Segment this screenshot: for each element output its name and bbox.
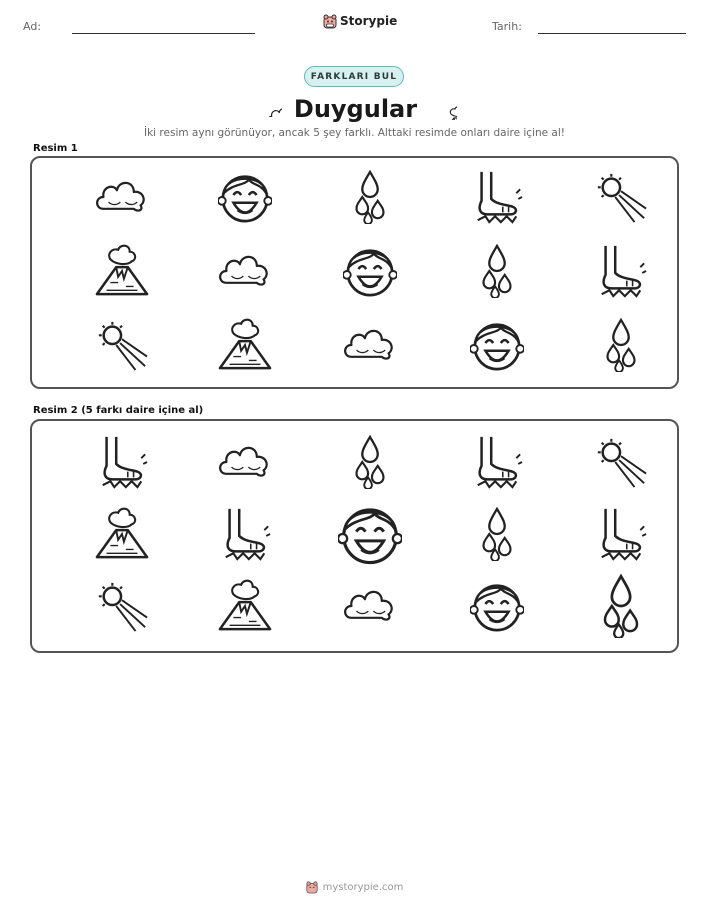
picture2-cell-r1-c2-cloud-icon[interactable]: [218, 435, 272, 489]
water-drops-icon: [343, 435, 397, 489]
title-cloud-icon: [252, 95, 282, 123]
stomping-foot-icon: [470, 435, 524, 489]
logo-text: Storypie: [340, 14, 398, 28]
date-label: Tarih:: [492, 20, 522, 33]
smiling-face-icon: [343, 244, 397, 298]
cloud-icon: [218, 244, 272, 298]
picture1-cell-r3-c1-sun-rays-icon: [95, 318, 149, 372]
picture1-cell-r1-c2-smiling-face-icon: [218, 170, 272, 224]
picture1-cell-r2-c5-stomping-foot-icon: [594, 244, 648, 298]
stomping-foot-icon: [594, 244, 648, 298]
smiling-face-icon: [470, 318, 524, 372]
footer-mascot-icon: [306, 880, 318, 894]
water-drops-icon: [470, 244, 524, 298]
title-text: Duygular: [293, 95, 418, 123]
storypie-mascot-icon: [323, 13, 337, 29]
storypie-logo: [323, 13, 397, 29]
instructions: İki resim aynı görünüyor, ancak 5 şey farklı. Alttaki resimde onları daire içine al!: [144, 127, 565, 139]
water-drops-icon: [470, 507, 524, 561]
footer: [0, 880, 709, 894]
picture1-cell-r1-c1-cloud-icon: [95, 170, 149, 224]
picture2-cell-r2-c4-water-drops-icon[interactable]: [470, 507, 524, 561]
volcano-icon: [95, 507, 149, 561]
water-drops-icon: [594, 318, 648, 372]
volcano-icon: [218, 579, 272, 633]
page-title: [0, 92, 709, 126]
picture2-cell-r2-c3-smiling-face-icon[interactable]: [338, 502, 402, 566]
stomping-foot-icon: [594, 507, 648, 561]
name-label: Ad:: [23, 20, 42, 33]
cloud-icon: [343, 318, 397, 372]
smiling-face-icon: [218, 170, 272, 224]
cloud-icon: [95, 170, 149, 224]
stomping-foot-icon: [218, 507, 272, 561]
picture2-cell-r1-c1-stomping-foot-icon[interactable]: [95, 435, 149, 489]
picture1-cell-r3-c2-volcano-icon: [218, 318, 272, 372]
title-volcano-icon: [429, 92, 457, 126]
footer-url[interactable]: mystorypie.com: [322, 881, 404, 893]
smiling-face-icon: [470, 579, 524, 633]
sun-rays-icon: [594, 170, 648, 224]
smiling-face-icon: [338, 502, 402, 566]
picture1-cell-r3-c4-smiling-face-icon: [470, 318, 524, 372]
picture1-cell-r1-c5-sun-rays-icon: [594, 170, 648, 224]
water-drops-icon: [343, 170, 397, 224]
picture2-cell-r3-c2-volcano-icon[interactable]: [218, 579, 272, 633]
picture2-cell-r1-c5-sun-rays-icon[interactable]: [594, 435, 648, 489]
picture2-cell-r2-c2-stomping-foot-icon[interactable]: [218, 507, 272, 561]
picture2-panel[interactable]: [30, 419, 679, 653]
picture2-cell-r1-c3-water-drops-icon[interactable]: [343, 435, 397, 489]
date-field-line[interactable]: [538, 33, 686, 34]
picture1-cell-r2-c1-volcano-icon: [95, 244, 149, 298]
cloud-icon: [218, 435, 272, 489]
sun-rays-icon: [95, 318, 149, 372]
picture2-cell-r1-c4-stomping-foot-icon[interactable]: [470, 435, 524, 489]
picture2-cell-r2-c5-stomping-foot-icon[interactable]: [594, 507, 648, 561]
picture1-cell-r1-c4-stomping-foot-icon: [470, 170, 524, 224]
stomping-foot-icon: [470, 170, 524, 224]
picture2-cell-r3-c3-cloud-icon[interactable]: [343, 579, 397, 633]
name-field-line[interactable]: [72, 33, 255, 34]
picture2-cell-r3-c5-water-drops-icon[interactable]: [589, 574, 653, 638]
picture1-cell-r3-c3-cloud-icon: [343, 318, 397, 372]
stomping-foot-icon: [95, 435, 149, 489]
picture1-panel: [30, 156, 679, 389]
volcano-icon: [95, 244, 149, 298]
picture2-label: Resim 2 (5 farkı daire içine al): [33, 405, 204, 416]
cloud-icon: [343, 579, 397, 633]
volcano-icon: [218, 318, 272, 372]
picture1-cell-r3-c5-water-drops-icon: [594, 318, 648, 372]
picture1-cell-r2-c4-water-drops-icon: [470, 244, 524, 298]
activity-badge: FARKLARI BUL: [304, 66, 404, 87]
picture2-cell-r2-c1-volcano-icon[interactable]: [95, 507, 149, 561]
picture1-cell-r1-c3-water-drops-icon: [343, 170, 397, 224]
picture2-cell-r3-c4-smiling-face-icon[interactable]: [470, 579, 524, 633]
water-drops-icon: [589, 574, 653, 638]
picture2-cell-r3-c1-sun-rays-icon[interactable]: [95, 579, 149, 633]
picture1-cell-r2-c3-smiling-face-icon: [343, 244, 397, 298]
picture1-cell-r2-c2-cloud-icon: [218, 244, 272, 298]
sun-rays-icon: [95, 579, 149, 633]
sun-rays-icon: [594, 435, 648, 489]
picture1-label: Resim 1: [33, 143, 78, 154]
